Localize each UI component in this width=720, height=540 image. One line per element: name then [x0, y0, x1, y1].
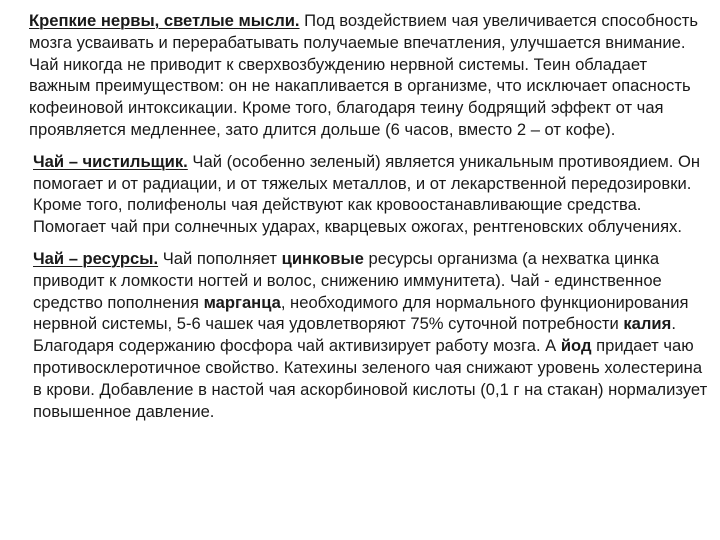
- heading-cleaner: Чай – чистильщик.: [33, 151, 188, 171]
- heading-nerves: Крепкие нервы, светлые мысли.: [29, 11, 300, 30]
- paragraph-cleaner: [29, 151, 709, 238]
- heading-resources: Чай – ресурсы.: [33, 248, 159, 268]
- paragraph-resources-text-3: , необходимого для нормального функционирования нервной системы, 5-6 чашек чая удовлетворяют 75% суточной потребности: [33, 292, 689, 334]
- paragraph-resources: [29, 248, 709, 422]
- document-body: [29, 10, 709, 422]
- paragraph-resources-text-4: . Благодаря содержанию фосфора чай активизирует работу мозга. А: [33, 314, 676, 356]
- paragraph-cleaner-text: Чай (особенно зеленый) является уникальным противоядием. Он помогает и от радиации, и от тяжелых металлов, и от лекарственной передозировки. Кроме того, полифенолы чая действуют как кровоостанавливающие средства. Помогает чай при солнечных ударах, кварцевых ожогах, рентгеновских облучениях.: [33, 151, 701, 237]
- paragraph-resources-text-5: придает чаю противосклеротичное свойство. Катехины зеленого чая снижают уровень холестерина в крови. Добавление в настой чая аскорбиновой кислоты (0,1 г на стакан) нормализует повышенное давление.: [33, 336, 708, 421]
- highlight-iodine: йод: [560, 336, 592, 356]
- paragraph-resources-text-2: ресурсы организма (а нехватка цинка приводит к ломкости ногтей и волос, снижению иммунитета). Чай - единственное средство пополнения: [33, 248, 662, 312]
- highlight-potassium: калия: [623, 314, 672, 334]
- highlight-manganese: марганца: [203, 292, 281, 312]
- paragraph-nerves-text: Под воздействием чая увеличивается способность мозга усваивать и перерабатывать получаемые впечатления, улучшается внимание. Чай никогда не приводит к сверхвозбуждению нервной системы. Теин обладает важным преимуществом: он не накапливается в организме, что исключает опасность кофеиновой интоксикации. Кроме того, благодаря теину бодрящий эффект от чая проявляется медленнее, зато длится дольше (6 часов, вместо 2 – от кофе).: [29, 11, 699, 139]
- paragraph-resources-text-1: Чай пополняет: [158, 248, 282, 268]
- paragraph-nerves: [29, 10, 709, 141]
- highlight-zinc: цинковые: [281, 248, 364, 268]
